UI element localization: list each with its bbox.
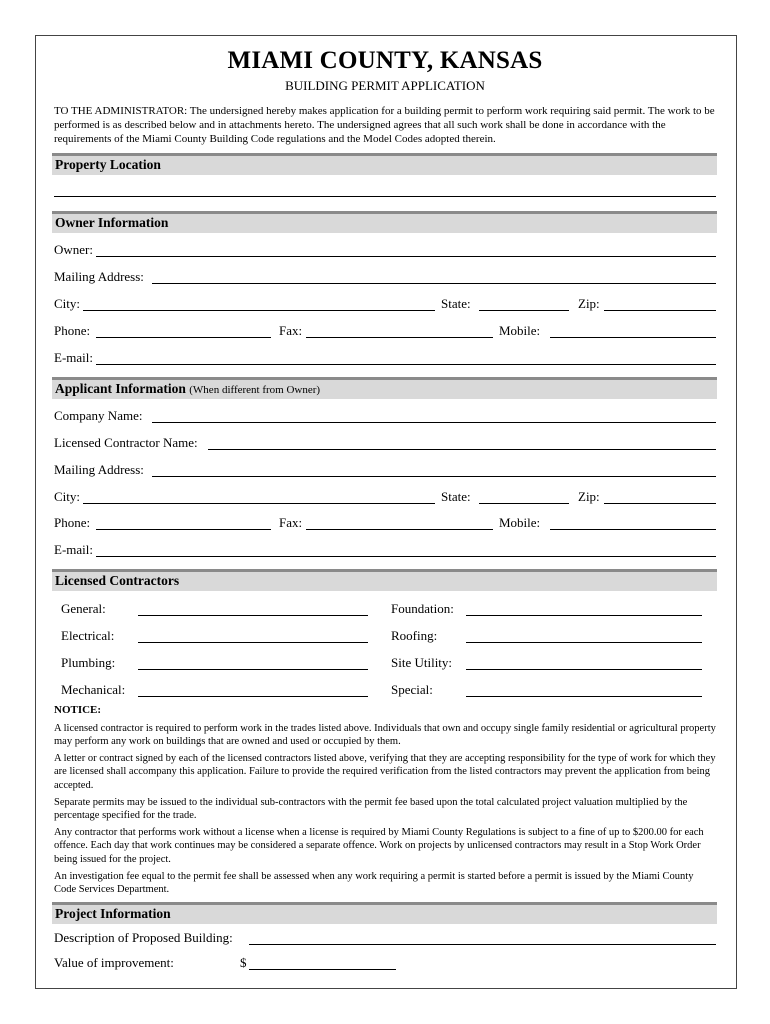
form-subtitle: BUILDING PERMIT APPLICATION bbox=[285, 78, 485, 93]
applicant-phone-label: Phone: bbox=[54, 515, 91, 530]
company-name-field[interactable] bbox=[152, 422, 716, 423]
site-utility-field[interactable] bbox=[466, 669, 702, 670]
applicant-zip-label: Zip: bbox=[578, 489, 600, 504]
general-label: General: bbox=[61, 601, 106, 616]
description-field[interactable] bbox=[249, 944, 716, 945]
plumbing-field[interactable] bbox=[138, 669, 368, 670]
roofing-label: Roofing: bbox=[391, 628, 438, 643]
value-of-improvement-label: Value of improvement: bbox=[54, 955, 174, 970]
notice-heading: NOTICE: bbox=[54, 704, 102, 716]
special-field[interactable] bbox=[466, 696, 702, 697]
owner-mailing-field[interactable] bbox=[152, 283, 716, 284]
applicant-email-label: E-mail: bbox=[54, 542, 93, 557]
general-field[interactable] bbox=[138, 615, 368, 616]
notice-paragraph-3: Separate permits may be issued to the individual sub-contractors with the permit fee based upon the total calculated project valuation multiplied by the percentage specified for the trade. bbox=[54, 797, 688, 822]
owner-field[interactable] bbox=[96, 256, 716, 257]
owner-city-field[interactable] bbox=[83, 310, 435, 311]
plumbing-label: Plumbing: bbox=[61, 655, 116, 670]
owner-email-label: E-mail: bbox=[54, 350, 93, 365]
applicant-state-label: State: bbox=[441, 489, 471, 504]
licensed-contractor-name-field[interactable] bbox=[208, 449, 716, 450]
applicant-mobile-field[interactable] bbox=[550, 529, 716, 530]
section-note: (When different from Owner) bbox=[189, 384, 321, 396]
applicant-city-field[interactable] bbox=[83, 503, 435, 504]
licensed-contractor-name-label: Licensed Contractor Name: bbox=[54, 435, 198, 450]
section-heading-text: Applicant Information bbox=[55, 381, 186, 396]
applicant-fax-label: Fax: bbox=[279, 515, 303, 530]
applicant-mailing-label: Mailing Address: bbox=[54, 462, 144, 477]
owner-zip-field[interactable] bbox=[604, 310, 716, 311]
owner-zip-label: Zip: bbox=[578, 296, 600, 311]
form-title: MIAMI COUNTY, KANSAS bbox=[227, 47, 543, 74]
special-label: Special: bbox=[391, 682, 433, 697]
applicant-zip-field[interactable] bbox=[604, 503, 716, 504]
owner-mailing-label: Mailing Address: bbox=[54, 269, 144, 284]
applicant-fax-field[interactable] bbox=[306, 529, 493, 530]
electrical-label: Electrical: bbox=[61, 628, 115, 643]
value-of-improvement-field[interactable] bbox=[249, 969, 396, 970]
section-owner-information bbox=[52, 211, 717, 233]
owner-state-field[interactable] bbox=[479, 310, 569, 311]
mechanical-field[interactable] bbox=[138, 696, 368, 697]
notice-paragraph-2: A letter or contract signed by each of the licensed contractors listed above, verifying that they are accepting responsibility for the type of work for which they are licensed shall accompany this application. Failure to provide the required verification from the listed contractors may prevent the application from being accepted. bbox=[54, 753, 716, 791]
foundation-label: Foundation: bbox=[391, 601, 454, 616]
mechanical-label: Mechanical: bbox=[61, 682, 126, 697]
owner-email-field[interactable] bbox=[96, 364, 716, 365]
section-heading: Owner Information bbox=[55, 215, 169, 230]
owner-fax-label: Fax: bbox=[279, 323, 303, 338]
owner-mobile-label: Mobile: bbox=[499, 323, 541, 338]
section-project-information bbox=[52, 902, 717, 924]
applicant-email-field[interactable] bbox=[96, 556, 716, 557]
site-utility-label: Site Utility: bbox=[391, 655, 453, 670]
owner-phone-label: Phone: bbox=[54, 323, 91, 338]
notice-paragraph-5: An investigation fee equal to the permit fee shall be assessed when any work requiring a permit is started before a permit is issued by the Miami County Code Services Department. bbox=[54, 871, 694, 896]
section-licensed-contractors bbox=[52, 569, 717, 591]
company-name-label: Company Name: bbox=[54, 408, 143, 423]
owner-fax-field[interactable] bbox=[306, 337, 493, 338]
roofing-field[interactable] bbox=[466, 642, 702, 643]
section-heading: Property Location bbox=[55, 157, 161, 172]
applicant-city-label: City: bbox=[54, 489, 81, 504]
notice-paragraph-1: A licensed contractor is required to perform work in the trades listed above. Individuals that own and occupy single family residential or agricultural property may perform any work on buildings that are owned and used or occupied by them. bbox=[54, 723, 716, 748]
section-property-location bbox=[52, 153, 717, 175]
applicant-mailing-field[interactable] bbox=[152, 476, 716, 477]
property-location-field[interactable] bbox=[54, 196, 716, 197]
electrical-field[interactable] bbox=[138, 642, 368, 643]
section-heading: Project Information bbox=[55, 906, 171, 921]
section-applicant-information bbox=[52, 377, 717, 399]
applicant-phone-field[interactable] bbox=[96, 529, 271, 530]
owner-city-label: City: bbox=[54, 296, 81, 311]
applicant-mobile-label: Mobile: bbox=[499, 515, 541, 530]
intro-text: TO THE ADMINISTRATOR: The undersigned hereby makes application for a building permit to perform work requiring said permit. The work to be performed is as described below and in attachments hereto. The undersigned agrees that all such work shall be done in accordance with the requirements of the Miami County Building Code regulations and the Model Codes adopted therein. bbox=[54, 105, 715, 145]
currency-symbol: $ bbox=[240, 955, 247, 970]
notice-paragraph-4: Any contractor that performs work without a license when a license is required by Miami County Regulations is subject to a fine of up to $200.00 for each offence. Each day that work continues may be considered a separate offence. Work on projects by unlicensed contractors may result in a Stop Work Order being issued for the project. bbox=[54, 827, 704, 865]
owner-mobile-field[interactable] bbox=[550, 337, 716, 338]
applicant-state-field[interactable] bbox=[479, 503, 569, 504]
section-heading bbox=[55, 381, 320, 397]
section-heading: Licensed Contractors bbox=[55, 573, 180, 588]
owner-label: Owner: bbox=[54, 242, 93, 257]
description-label: Description of Proposed Building: bbox=[54, 930, 233, 945]
owner-state-label: State: bbox=[441, 296, 471, 311]
owner-phone-field[interactable] bbox=[96, 337, 271, 338]
foundation-field[interactable] bbox=[466, 615, 702, 616]
